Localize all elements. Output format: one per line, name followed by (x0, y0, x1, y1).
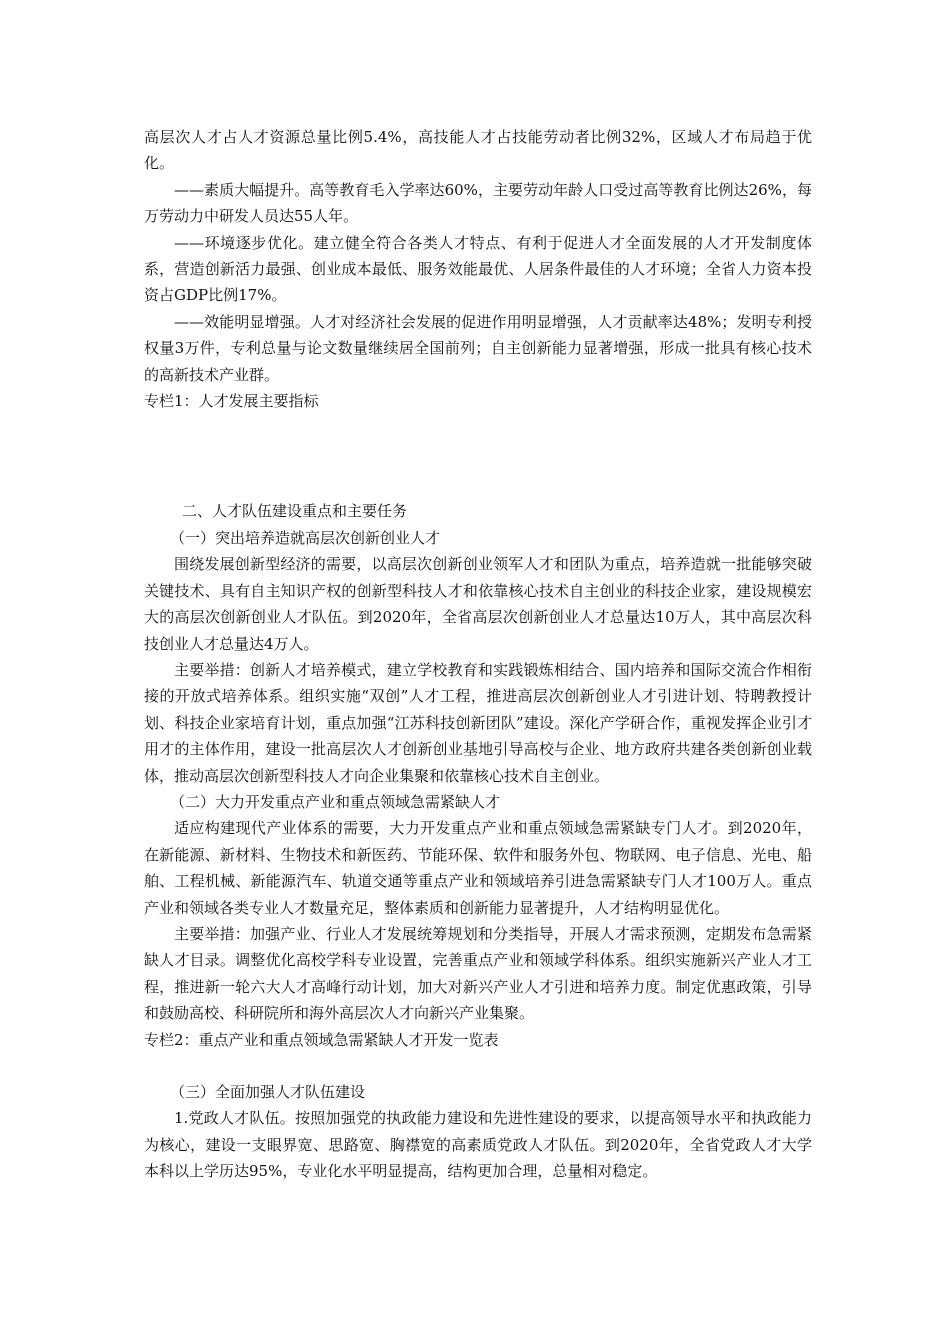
body-paragraph: 围绕发展创新型经济的需要，以高层次创新创业领军人才和团队为重点，培养造就一批能够突破关键技术、具有自主知识产权的创新型科技人才和依靠核心技术自主创业的科技企业家，建设规模宏大的高层次创新创业人才队伍。到2020年，全省高层次创新创业人才总量达10万人，其中高层次科技创业人才总量达4万人。 (144, 555, 812, 653)
measures-paragraph: 主要举措：创新人才培养模式，建立学校教育和实践锻炼相结合、国内培养和国际交流合作相衔接的开放式培养体系。组织实施“双创”人才工程，推进高层次创新创业人才引进计划、特聘教授计划、科技企业家培育计划，重点加强“江苏科技创新团队”建设。深化产学研合作，重视发挥企业引才用才的主体作用，建设一批高层次人才创新创业基地引导高校与企业、地方政府共建各类创新创业载体，推动高层次创新型科技人才向企业集聚和依靠核心技术自主创业。 (144, 660, 812, 785)
column-2-caption: 专栏2：重点产业和重点领域急需紧缺人才开发一览表 (144, 1030, 499, 1049)
body-paragraph: 1.党政人才队伍。按照加强党的执政能力建设和先进性建设的要求，以提高领导水平和执政能力为核心，建设一支眼界宽、思路宽、胸襟宽的高素质党政人才队伍。到2020年，全省党政人才大学本科以上学历达95%，专业化水平明显提高，结构更加合理，总量相对稳定。 (144, 1109, 812, 1181)
section-heading: 二、人才队伍建设重点和主要任务 (182, 502, 408, 521)
section-gap (144, 414, 812, 498)
goal-quality-paragraph: ——素质大幅提升。高等教育毛入学率达60%，主要劳动年龄人口受过高等教育比例达26%，每万劳动力中研发人员达55人年。 (144, 180, 812, 226)
column-1-caption: 专栏1：人才发展主要指标 (144, 392, 319, 411)
goal-environment-paragraph: ——环境逐步优化。建立健全符合各类人才特点、有利于促进人才全面发展的人才开发制度体系，营造创新活力最强、创业成本最低、服务效能最优、人居条件最佳的人才环境；全省人力资本投资占GDP比例17%。 (144, 233, 812, 305)
subsection-heading-2: （二）大力开发重点产业和重点领域急需紧缺人才 (170, 792, 501, 811)
goal-efficiency-paragraph: ——效能明显增强。人才对经济社会发展的促进作用明显增强，人才贡献率达48%；发明专利授权量3万件，专利总量与论文数量继续居全国前列；自主创新能力显著增强，形成一批具有核心技术的高新技术产业群。 (144, 312, 812, 384)
subsection-heading-1: （一）突出培养造就高层次创新创业人才 (170, 528, 441, 547)
body-paragraph: 适应构建现代产业体系的需要，大力开发重点产业和重点领域急需紧缺专门人才。到2020年，在新能源、新材料、生物技术和新医药、节能环保、软件和服务外包、物联网、电子信息、光电、船舶、工程机械、新能源汽车、轨道交通等重点产业和领域培养引进急需紧缺专门人才100万人。重点产业和领域各类专业人才数量充足，整体素质和创新能力显著提升，人才结构明显优化。 (144, 819, 812, 917)
measures-paragraph: 主要举措：加强产业、行业人才发展统筹规划和分类指导，开展人才需求预测，定期发布急需紧缺人才目录。调整优化高校学科专业设置，完善重点产业和领域学科体系。组织实施新兴产业人才工程，推进新一轮六大人才高峰行动计划，加大对新兴产业人才引进和培养力度。制定优惠政策，引导和鼓励高校、科研院所和海外高层次人才向新兴产业集聚。 (144, 924, 812, 1023)
section-gap (144, 1053, 812, 1079)
body-paragraph: 高层次人才占人才资源总量比例5.4%，高技能人才占技能劳动者比例32%，区域人才布局趋于优化。 (144, 128, 812, 173)
document-page (144, 124, 812, 1185)
subsection-heading-3: （三）全面加强人才队伍建设 (170, 1083, 366, 1101)
